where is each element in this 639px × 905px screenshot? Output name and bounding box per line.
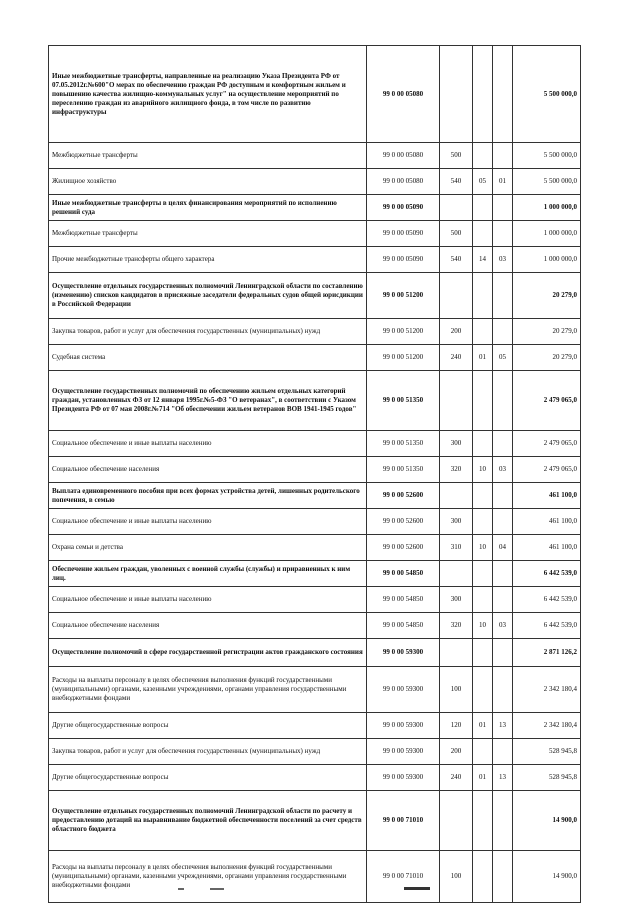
row-pr-code bbox=[493, 46, 513, 143]
row-rz-code bbox=[473, 483, 493, 509]
row-sum: 5 500 000,0 bbox=[513, 143, 581, 169]
row-sum: 6 442 539,0 bbox=[513, 613, 581, 639]
row-pr-code bbox=[493, 667, 513, 713]
row-csr-code: 99 0 00 59300 bbox=[367, 765, 440, 791]
row-name: Социальное обеспечение населения bbox=[49, 457, 367, 483]
row-csr-code: 99 0 00 59300 bbox=[367, 667, 440, 713]
row-sum: 6 442 539,0 bbox=[513, 587, 581, 613]
row-vr-code: 100 bbox=[440, 851, 473, 903]
table-row bbox=[49, 535, 581, 561]
row-csr-code: 99 0 00 05080 bbox=[367, 46, 440, 143]
row-rz-code: 10 bbox=[473, 535, 493, 561]
row-name: Осуществление отдельных государственных полномочий Ленинградской области по составлению (изменению) списков кандидатов в присяжные заседатели федеральных судов общей юрисдикции в Российской Федерации bbox=[49, 273, 367, 319]
table-row bbox=[49, 457, 581, 483]
row-csr-code: 99 0 00 05090 bbox=[367, 247, 440, 273]
row-csr-code: 99 0 00 51350 bbox=[367, 457, 440, 483]
row-rz-code bbox=[473, 143, 493, 169]
row-csr-code: 99 0 00 51350 bbox=[367, 431, 440, 457]
row-vr-code: 540 bbox=[440, 247, 473, 273]
row-sum: 5 500 000,0 bbox=[513, 169, 581, 195]
row-name: Жилищное хозяйство bbox=[49, 169, 367, 195]
row-rz-code bbox=[473, 319, 493, 345]
row-sum: 2 342 180,4 bbox=[513, 713, 581, 739]
row-csr-code: 99 0 00 54850 bbox=[367, 561, 440, 587]
table-row bbox=[49, 739, 581, 765]
row-csr-code: 99 0 00 51200 bbox=[367, 273, 440, 319]
row-pr-code: 05 bbox=[493, 345, 513, 371]
row-sum: 461 100,0 bbox=[513, 509, 581, 535]
row-vr-code: 320 bbox=[440, 613, 473, 639]
row-csr-code: 99 0 00 52600 bbox=[367, 535, 440, 561]
row-pr-code bbox=[493, 431, 513, 457]
row-vr-code: 120 bbox=[440, 713, 473, 739]
row-name: Осуществление отдельных государственных полномочий Ленинградской области по расчету и предоставлению дотаций на выравнивание бюджетной обеспеченности поселений за счет средств областного бюджета bbox=[49, 791, 367, 851]
row-pr-code bbox=[493, 273, 513, 319]
row-name: Иные межбюджетные трансферты, направленные на реализацию Указа Президента РФ от 07.05.2012г.№600"О мерах по обеспечению граждан РФ доступным и комфортным жильем и повышению качества жилищно-коммунальных услуг" на осуществление мероприятий по переселению граждан из аварийного жилищного фонда, в том числе по развитию инфраструктуры bbox=[49, 46, 367, 143]
row-sum: 14 900,0 bbox=[513, 851, 581, 903]
row-csr-code: 99 0 00 51200 bbox=[367, 319, 440, 345]
row-name: Социальное обеспечение населения bbox=[49, 613, 367, 639]
table-row bbox=[49, 169, 581, 195]
row-name: Социальное обеспечение и иные выплаты населению bbox=[49, 587, 367, 613]
row-csr-code: 99 0 00 59300 bbox=[367, 639, 440, 667]
row-rz-code: 01 bbox=[473, 345, 493, 371]
row-name: Социальное обеспечение и иные выплаты населению bbox=[49, 431, 367, 457]
row-sum: 5 500 000,0 bbox=[513, 46, 581, 143]
row-csr-code: 99 0 00 54850 bbox=[367, 613, 440, 639]
row-pr-code: 13 bbox=[493, 765, 513, 791]
row-vr-code bbox=[440, 639, 473, 667]
row-vr-code bbox=[440, 483, 473, 509]
row-name: Расходы на выплаты персоналу в целях обеспечения выполнения функций государственными (муниципальными) органами, казенными учреждениями, органами управления государственными внебюджетными фондами bbox=[49, 667, 367, 713]
row-sum: 2 479 065,0 bbox=[513, 371, 581, 431]
row-pr-code bbox=[493, 639, 513, 667]
table-row bbox=[49, 247, 581, 273]
row-pr-code: 01 bbox=[493, 169, 513, 195]
table-row bbox=[49, 791, 581, 851]
row-vr-code: 100 bbox=[440, 667, 473, 713]
table-row bbox=[49, 667, 581, 713]
row-csr-code: 99 0 00 05080 bbox=[367, 169, 440, 195]
row-sum: 2 479 065,0 bbox=[513, 431, 581, 457]
row-rz-code bbox=[473, 667, 493, 713]
table-row bbox=[49, 195, 581, 221]
row-vr-code bbox=[440, 195, 473, 221]
row-csr-code: 99 0 00 51350 bbox=[367, 371, 440, 431]
row-rz-code: 10 bbox=[473, 457, 493, 483]
row-vr-code: 200 bbox=[440, 739, 473, 765]
table-row bbox=[49, 613, 581, 639]
row-rz-code bbox=[473, 221, 493, 247]
row-pr-code: 13 bbox=[493, 713, 513, 739]
row-vr-code: 300 bbox=[440, 431, 473, 457]
row-csr-code: 99 0 00 51200 bbox=[367, 345, 440, 371]
table-row bbox=[49, 639, 581, 667]
row-csr-code: 99 0 00 05090 bbox=[367, 195, 440, 221]
table-row bbox=[49, 143, 581, 169]
row-vr-code: 540 bbox=[440, 169, 473, 195]
row-csr-code: 99 0 00 52600 bbox=[367, 483, 440, 509]
table-row bbox=[49, 273, 581, 319]
row-pr-code bbox=[493, 195, 513, 221]
row-pr-code bbox=[493, 561, 513, 587]
row-sum: 2 871 126,2 bbox=[513, 639, 581, 667]
row-name: Другие общегосударственные вопросы bbox=[49, 713, 367, 739]
row-vr-code: 300 bbox=[440, 587, 473, 613]
row-rz-code bbox=[473, 639, 493, 667]
row-sum: 20 279,0 bbox=[513, 319, 581, 345]
row-name: Межбюджетные трансферты bbox=[49, 221, 367, 247]
row-vr-code: 310 bbox=[440, 535, 473, 561]
row-name: Другие общегосударственные вопросы bbox=[49, 765, 367, 791]
row-rz-code: 10 bbox=[473, 613, 493, 639]
table-row bbox=[49, 713, 581, 739]
row-sum: 461 100,0 bbox=[513, 535, 581, 561]
budget-table bbox=[48, 45, 581, 903]
row-name: Выплата единовременного пособия при всех формах устройства детей, лишенных родительского попечения, в семью bbox=[49, 483, 367, 509]
row-rz-code bbox=[473, 561, 493, 587]
row-csr-code: 99 0 00 52600 bbox=[367, 509, 440, 535]
row-rz-code bbox=[473, 371, 493, 431]
row-name: Иные межбюджетные трансферты в целях финансирования мероприятий по исполнению решений суда bbox=[49, 195, 367, 221]
row-sum: 2 342 180,4 bbox=[513, 667, 581, 713]
row-vr-code: 200 bbox=[440, 319, 473, 345]
row-vr-code bbox=[440, 561, 473, 587]
row-name: Закупка товаров, работ и услуг для обеспечения государственных (муниципальных) нужд bbox=[49, 319, 367, 345]
row-rz-code: 01 bbox=[473, 765, 493, 791]
row-name: Осуществление государственных полномочий по обеспечению жильем отдельных категорий граждан, установленных ФЗ от 12 января 1995г.№5-ФЗ "О ветеранах", в соответствии с Указом Президента РФ от 07 мая 2008г.№714 "Об обеспечении жильем ветеранов ВОВ 1941-1945 годов" bbox=[49, 371, 367, 431]
table-row bbox=[49, 509, 581, 535]
row-pr-code: 04 bbox=[493, 535, 513, 561]
row-sum: 2 479 065,0 bbox=[513, 457, 581, 483]
row-pr-code: 03 bbox=[493, 613, 513, 639]
row-name: Прочие межбюджетные трансферты общего характера bbox=[49, 247, 367, 273]
row-vr-code: 320 bbox=[440, 457, 473, 483]
row-sum: 1 000 000,0 bbox=[513, 195, 581, 221]
row-vr-code bbox=[440, 791, 473, 851]
table-row bbox=[49, 371, 581, 431]
row-pr-code bbox=[493, 509, 513, 535]
row-vr-code: 240 bbox=[440, 345, 473, 371]
row-rz-code bbox=[473, 509, 493, 535]
row-pr-code bbox=[493, 143, 513, 169]
table-row bbox=[49, 431, 581, 457]
row-rz-code: 01 bbox=[473, 713, 493, 739]
row-pr-code bbox=[493, 371, 513, 431]
row-csr-code: 99 0 00 59300 bbox=[367, 739, 440, 765]
row-sum: 1 000 000,0 bbox=[513, 221, 581, 247]
row-sum: 20 279,0 bbox=[513, 345, 581, 371]
row-rz-code: 14 bbox=[473, 247, 493, 273]
row-pr-code bbox=[493, 221, 513, 247]
table-row bbox=[49, 221, 581, 247]
row-rz-code bbox=[473, 587, 493, 613]
table-row bbox=[49, 587, 581, 613]
row-name: Охрана семьи и детства bbox=[49, 535, 367, 561]
row-csr-code: 99 0 00 71010 bbox=[367, 791, 440, 851]
row-pr-code bbox=[493, 791, 513, 851]
row-name: Обеспечение жильем граждан, уволенных с военной службы (службы) и приравненных к ним лиц. bbox=[49, 561, 367, 587]
budget-table-body bbox=[49, 46, 581, 903]
row-rz-code bbox=[473, 195, 493, 221]
row-sum: 6 442 539,0 bbox=[513, 561, 581, 587]
row-name: Социальное обеспечение и иные выплаты населению bbox=[49, 509, 367, 535]
row-name: Межбюджетные трансферты bbox=[49, 143, 367, 169]
table-row bbox=[49, 345, 581, 371]
row-rz-code bbox=[473, 739, 493, 765]
row-name: Расходы на выплаты персоналу в целях обеспечения выполнения функций государственными (муниципальными) органами, казенными учреждениями, органами управления государственными внебюджетными фондами bbox=[49, 851, 367, 903]
row-sum: 20 279,0 bbox=[513, 273, 581, 319]
row-sum: 528 945,8 bbox=[513, 739, 581, 765]
row-pr-code: 03 bbox=[493, 247, 513, 273]
row-csr-code: 99 0 00 71010 bbox=[367, 851, 440, 903]
row-rz-code bbox=[473, 46, 493, 143]
row-sum: 528 945,8 bbox=[513, 765, 581, 791]
row-vr-code: 500 bbox=[440, 143, 473, 169]
row-sum: 461 100,0 bbox=[513, 483, 581, 509]
row-vr-code: 300 bbox=[440, 509, 473, 535]
row-csr-code: 99 0 00 59300 bbox=[367, 713, 440, 739]
row-pr-code: 03 bbox=[493, 457, 513, 483]
table-row bbox=[49, 319, 581, 345]
table-row bbox=[49, 765, 581, 791]
row-sum: 1 000 000,0 bbox=[513, 247, 581, 273]
row-vr-code bbox=[440, 371, 473, 431]
row-vr-code: 240 bbox=[440, 765, 473, 791]
row-csr-code: 99 0 00 54850 bbox=[367, 587, 440, 613]
row-sum: 14 900,0 bbox=[513, 791, 581, 851]
row-rz-code: 05 bbox=[473, 169, 493, 195]
table-row bbox=[49, 46, 581, 143]
row-rz-code bbox=[473, 791, 493, 851]
row-name: Судебная система bbox=[49, 345, 367, 371]
row-vr-code: 500 bbox=[440, 221, 473, 247]
row-pr-code bbox=[493, 483, 513, 509]
scan-footer-marks bbox=[0, 888, 639, 900]
row-csr-code: 99 0 00 05080 bbox=[367, 143, 440, 169]
row-vr-code bbox=[440, 273, 473, 319]
row-pr-code bbox=[493, 739, 513, 765]
row-rz-code bbox=[473, 273, 493, 319]
row-rz-code bbox=[473, 431, 493, 457]
row-vr-code bbox=[440, 46, 473, 143]
row-pr-code bbox=[493, 587, 513, 613]
row-csr-code: 99 0 00 05090 bbox=[367, 221, 440, 247]
row-pr-code bbox=[493, 319, 513, 345]
table-row bbox=[49, 561, 581, 587]
row-name: Осуществление полномочий в сфере государственной регистрации актов гражданского состояния bbox=[49, 639, 367, 667]
table-row bbox=[49, 483, 581, 509]
row-name: Закупка товаров, работ и услуг для обеспечения государственных (муниципальных) нужд bbox=[49, 739, 367, 765]
